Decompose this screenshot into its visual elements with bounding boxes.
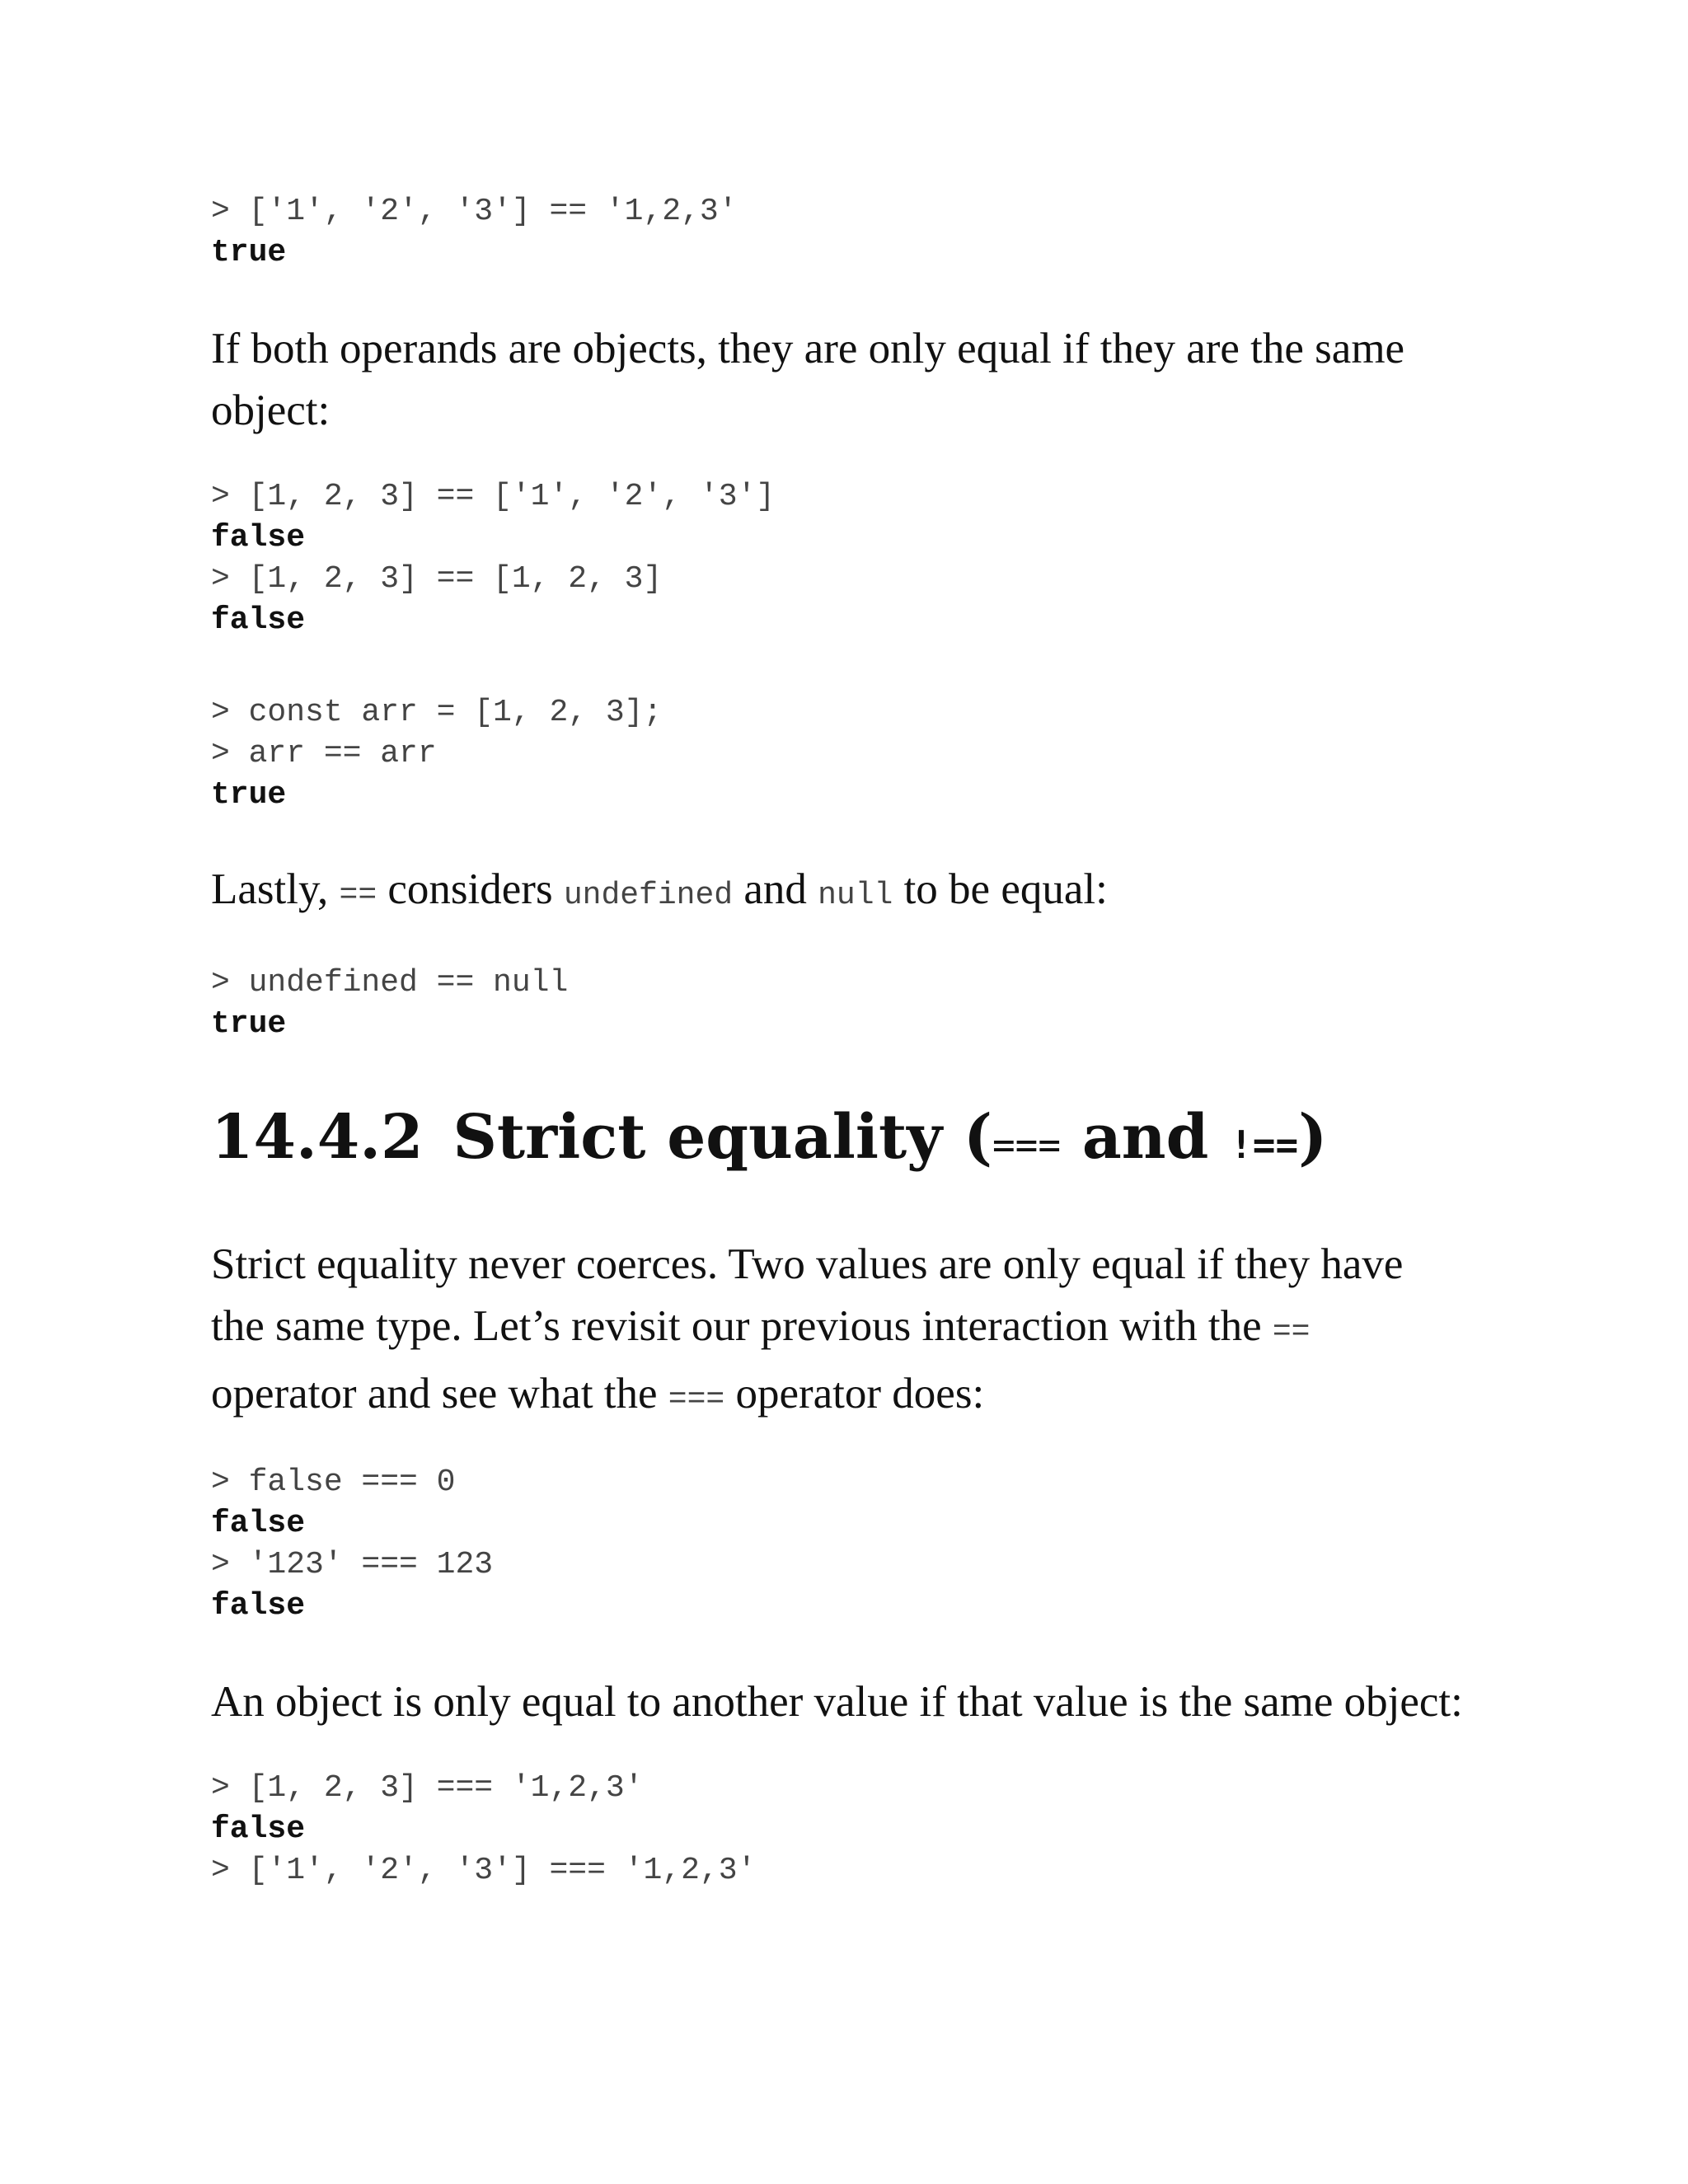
code-input-line: > arr == arr — [211, 736, 437, 771]
inline-code: null — [818, 878, 893, 913]
inline-code: === — [668, 1382, 725, 1418]
code-result-line: true — [211, 777, 287, 813]
code-input-line: > ['1', '2', '3'] === '1,2,3' — [211, 1853, 757, 1888]
paragraph — [211, 859, 1497, 926]
inline-code: undefined — [563, 878, 734, 913]
code-result-line: true — [211, 235, 287, 270]
heading-text: Strict equality ( — [452, 1102, 992, 1173]
code-input-line: > false === 0 — [211, 1465, 456, 1500]
code-result-line: false — [211, 1811, 306, 1847]
text-run: to be equal: — [893, 865, 1108, 913]
text-run: Lastly, — [211, 865, 340, 913]
code-input-line: > '123' === 123 — [211, 1547, 494, 1582]
text-run: operator and see what the — [211, 1370, 668, 1418]
code-result-line: true — [211, 1006, 287, 1042]
code-block — [211, 963, 1497, 1045]
code-input-line: > undefined == null — [211, 965, 569, 1001]
code-input-line: > ['1', '2', '3'] == '1,2,3' — [211, 194, 738, 229]
code-block — [211, 1462, 1497, 1627]
section-heading — [211, 1096, 1497, 1186]
code-input-line: > const arr = [1, 2, 3]; — [211, 695, 663, 730]
code-result-line: false — [211, 602, 306, 638]
heading-text: ) — [1298, 1102, 1328, 1173]
paragraph — [211, 1234, 1497, 1431]
code-input-line: > [1, 2, 3] == [1, 2, 3] — [211, 561, 663, 597]
code-block — [211, 191, 1497, 274]
text-run: considers — [377, 865, 564, 913]
inline-code: == — [339, 878, 377, 913]
code-result-line: false — [211, 1588, 306, 1624]
inline-code: !== — [1230, 1122, 1299, 1167]
text-run: and — [733, 865, 818, 913]
heading-text: and — [1061, 1102, 1231, 1173]
document-content — [211, 191, 1497, 1891]
code-input-line: > [1, 2, 3] === '1,2,3' — [211, 1770, 644, 1806]
text-line: Strict equality never coerces. Two values are only equal if they have — [211, 1240, 1404, 1288]
paragraph: An object is only equal to another value if that value is the same object: — [211, 1678, 1463, 1726]
code-block — [211, 692, 1497, 816]
code-result-line: false — [211, 1506, 306, 1541]
inline-code: === — [992, 1122, 1062, 1167]
paragraph: If both operands are objects, they are only equal if they are the same object: — [211, 325, 1405, 434]
code-block — [211, 1768, 1497, 1891]
section-number: 14.4.2 — [211, 1102, 424, 1173]
code-result-line: false — [211, 520, 306, 555]
text-run: the same type. Let’s revisit our previous interaction with the — [211, 1302, 1273, 1350]
code-block — [211, 476, 1497, 641]
code-input-line: > [1, 2, 3] == ['1', '2', '3'] — [211, 479, 776, 514]
text-run: operator does: — [724, 1370, 985, 1418]
inline-code: == — [1272, 1315, 1311, 1350]
